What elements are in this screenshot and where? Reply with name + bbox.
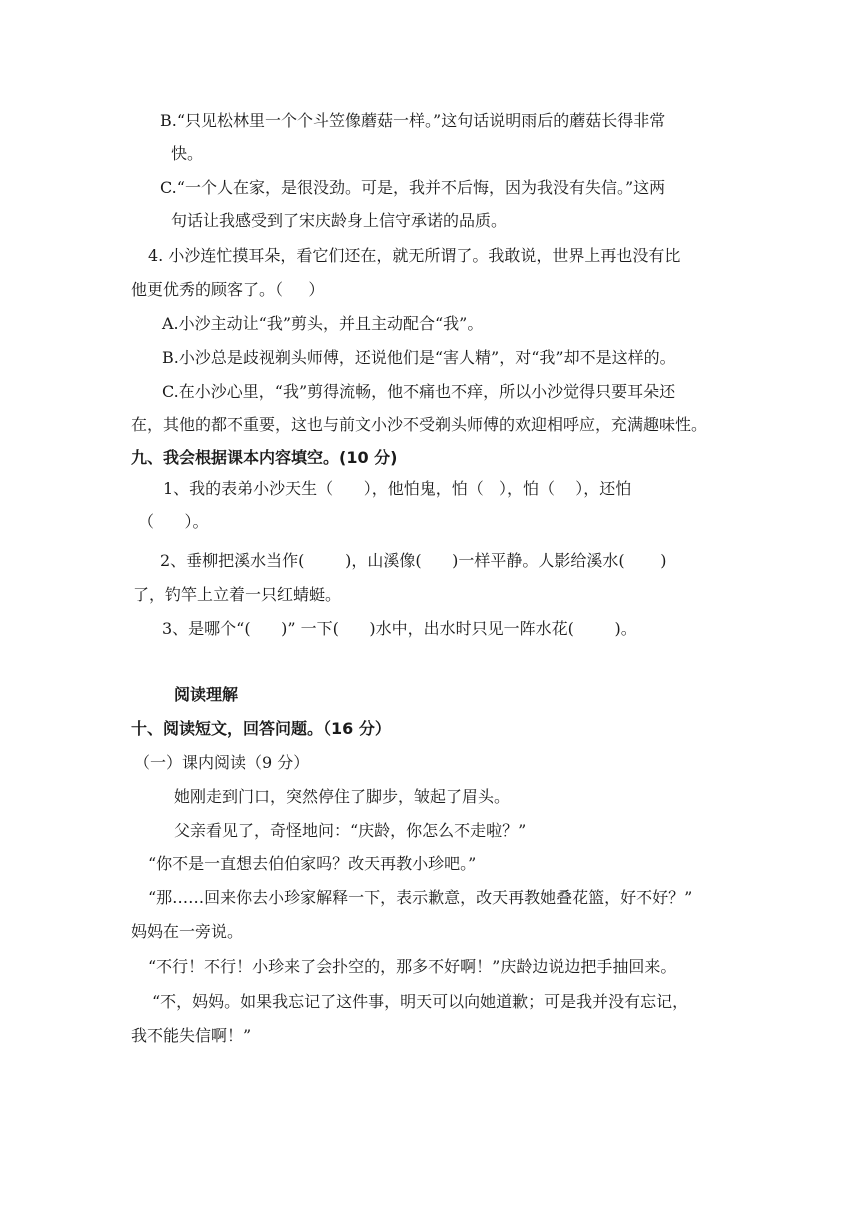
passage-paragraph-1: 她刚走到门口，突然停住了脚步，皱起了眉头。 <box>174 787 511 806</box>
q4-stem-line2: 他更优秀的顾客了。（ ） <box>131 280 325 299</box>
q3-option-b-line1: B.“只见松林里一个个斗笠像蘑菇一样。”这句话说明雨后的蘑菇长得非常 <box>160 111 666 130</box>
reading-heading: 阅读理解 <box>174 685 239 704</box>
fill-item2-line2: 了，钓竿上立着一只红蜻蜓。 <box>133 585 342 604</box>
passage-paragraph-4-line1: “那……回来你去小珍家解释一下，表示歉意，改天再教她叠花篮，好不好？” <box>148 888 693 907</box>
section10-title: 十、阅读短文，回答问题。（16 分） <box>131 719 391 738</box>
q4-option-a: A.小沙主动让“我”剪头，并且主动配合“我”。 <box>162 314 484 333</box>
part1-title: （一）课内阅读（9 分） <box>134 753 310 772</box>
fill-item3: 3、是哪个“( )” 一下( )水中，出水时只见一阵水花( )。 <box>162 619 637 638</box>
q3-option-c-line1: C.“一个人在家，是很没劲。可是，我并不后悔，因为我没有失信。”这两 <box>160 178 666 197</box>
passage-paragraph-3: “你不是一直想去伯伯家吗？改天再教小珍吧。” <box>148 854 477 873</box>
fill-item1-line2: （ ）。 <box>138 512 209 531</box>
q4-option-b: B.小沙总是歧视剃头师傅，还说他们是“害人精”，对“我”却不是这样的。 <box>162 348 676 367</box>
fill-item1-line1: 1、我的表弟小沙天生（ ），他怕鬼，怕（ ），怕（ ），还怕 <box>163 479 632 498</box>
section9-title: 九、我会根据课本内容填空。(10 分) <box>131 448 398 467</box>
q4-option-c-line1: C.在小沙心里，“我”剪得流畅，他不痛也不痒，所以小沙觉得只要耳朵还 <box>162 382 676 401</box>
passage-paragraph-4-line2: 妈妈在一旁说。 <box>131 922 244 941</box>
passage-paragraph-5: “不行！不行！小珍来了会扑空的，那多不好啊！”庆龄边说边把手抽回来。 <box>148 957 677 976</box>
q4-option-c-line2: 在，其他的都不重要，这也与前文小沙不受剃头师傅的欢迎相呼应，充满趣味性。 <box>131 415 708 434</box>
q4-stem-line1: 4. 小沙连忙摸耳朵，看它们还在，就无所谓了。我敢说，世界上再也没有比 <box>148 246 681 265</box>
q3-option-c-line2: 句话让我感受到了宋庆龄身上信守承诺的品质。 <box>171 211 508 230</box>
q3-option-b-line2: 快。 <box>171 144 204 163</box>
passage-paragraph-6-line1: “不，妈妈。如果我忘记了这件事，明天可以向她道歉；可是我并没有忘记， <box>152 992 689 1011</box>
passage-paragraph-6-line2: 我不能失信啊！” <box>131 1026 252 1045</box>
fill-item2-line1: 2、垂柳把溪水当作( )，山溪像( )一样平静。人影给溪水( ) <box>160 551 667 570</box>
passage-paragraph-2: 父亲看见了，奇怪地问：“庆龄，你怎么不走啦？” <box>174 821 527 840</box>
